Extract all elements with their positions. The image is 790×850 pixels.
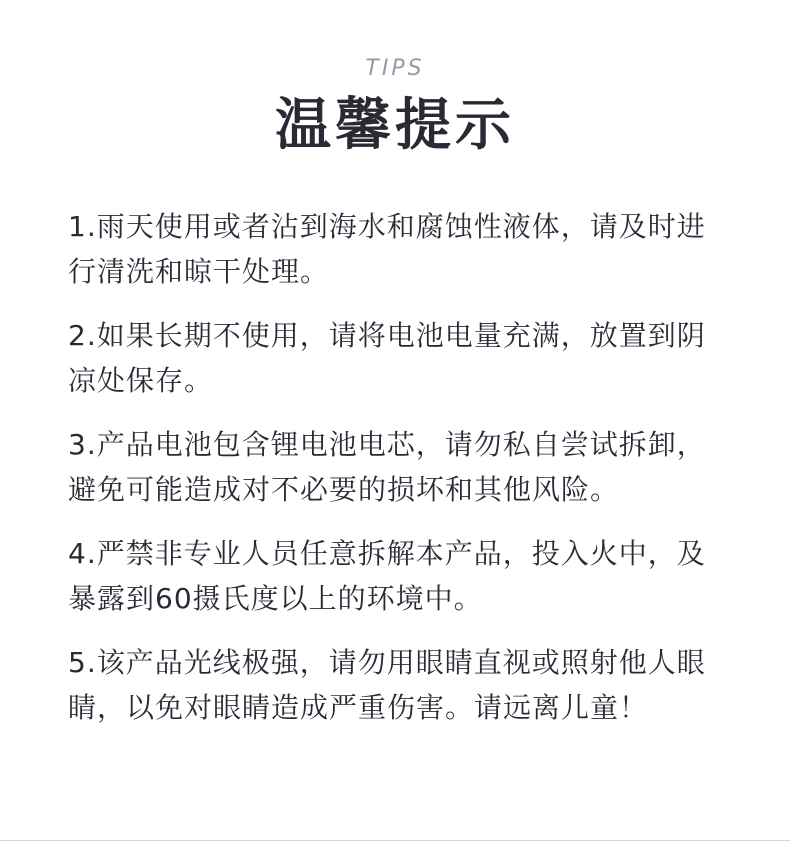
tip-item-2: 2.如果长期不使用，请将电池电量充满，放置到阴凉处保存。	[68, 319, 706, 397]
bottom-divider	[0, 840, 790, 841]
tip-item-3: 3.产品电池包含锂电池电芯，请勿私自尝试拆卸，避免可能造成对不必要的损坏和其他风险。	[68, 428, 706, 506]
tips-list	[68, 204, 728, 749]
page-title: 温馨提示	[275, 93, 515, 158]
tips-label: TIPS	[365, 56, 425, 81]
tip-item-1: 1.雨天使用或者沾到海水和腐蚀性液体，请及时进行清洗和晾干处理。	[68, 210, 706, 288]
tip-item-4: 4.严禁非专业人员任意拆解本产品，投入火中，及暴露到60摄氏度以上的环境中。	[68, 537, 706, 615]
tip-item-5: 5.该产品光线极强，请勿用眼睛直视或照射他人眼睛，以免对眼睛造成严重伤害。请远离儿童！	[68, 646, 706, 724]
